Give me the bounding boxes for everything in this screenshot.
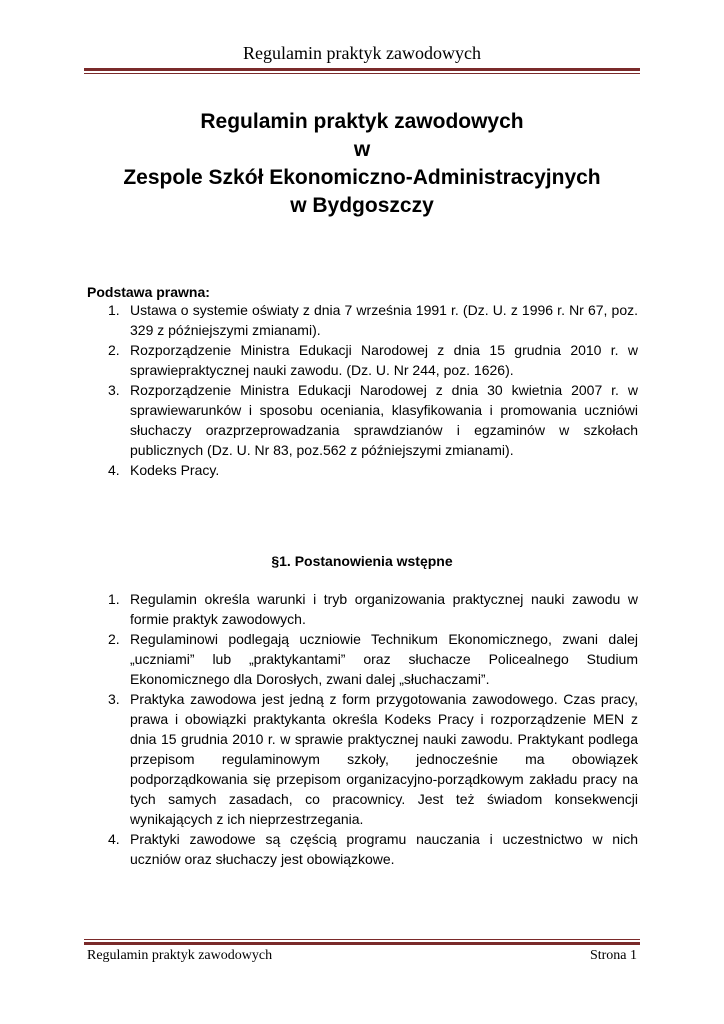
list-item xyxy=(108,829,638,869)
list-item-number: 2. xyxy=(108,631,120,647)
footer-rule-thick xyxy=(84,942,640,945)
list-item-number: 3. xyxy=(108,382,120,398)
legal-basis-label: Podstawa prawna: xyxy=(87,284,210,300)
title-line-4: w Bydgoszczy xyxy=(290,194,434,217)
title-line-1: Regulamin praktyk zawodowych xyxy=(200,110,524,133)
list-item-text: Kodeks Pracy. xyxy=(130,462,220,478)
list-item-text: Regulamin określa warunki i tryb organizowania praktycznej nauki zawodu w formie praktyk zawodowych. xyxy=(130,591,638,627)
list-item-number: 1. xyxy=(108,302,120,318)
list-item xyxy=(108,380,638,460)
title-line-3: Zespole Szkół Ekonomiczno-Administracyjnych xyxy=(123,166,601,189)
title-line-2: w xyxy=(353,138,371,161)
list-item xyxy=(108,589,638,629)
header-rule-thick xyxy=(84,68,640,71)
running-header-title: Regulamin praktyk zawodowych xyxy=(243,43,481,63)
list-item-text: Praktyka zawodowa jest jedną z form przygotowania zawodowego. Czas pracy, prawa i obowiązki praktykanta określa Kodeks Pracy i rozporządzenie MEN z dnia 15 grudnia 2010 r. w sprawie praktycznej nauki zawodu. Praktykant podlega przepisom regulaminowym szkoły, jednocześnie ma obowiązek podporządkowania się przepisom organizacyjno-porządkowym zakładu pracy na tych samych zasadach, co pracownicy. Jest też świadom konsekwencji wynikających z ich nieprzestrzegania. xyxy=(130,691,638,827)
list-item-number: 4. xyxy=(108,462,120,478)
list-item-text: Regulaminowi podlegają uczniowie Technikum Ekonomicznego, zwani dalej „uczniami” lub „praktykantami” oraz słuchacze Policealnego Studium Ekonomicznego dla Dorosłych, zwani dalej „słuchaczami”. xyxy=(130,631,638,687)
list-item xyxy=(108,629,638,689)
list-item xyxy=(108,460,638,480)
footer-rule-thin xyxy=(84,939,640,940)
list-item-number: 2. xyxy=(108,342,120,358)
list-item-text: Rozporządzenie Ministra Edukacji Narodowej z dnia 15 grudnia 2010 r. w sprawiepraktycznej nauki zawodu. (Dz. U. Nr 244, poz. 1626). xyxy=(130,342,638,378)
list-item-text: Rozporządzenie Ministra Edukacji Narodowej z dnia 30 kwietnia 2007 r. w sprawiewarunków i sposobu oceniania, klasyfikowania i promowania uczniówi słuchaczy orazprzeprowadzania sprawdzianów i egzaminów w szkołach publicznych (Dz. U. Nr 83, poz.562 z późniejszymi zmianami). xyxy=(130,382,638,458)
section-1-list xyxy=(108,589,638,869)
list-item-number: 1. xyxy=(108,591,120,607)
list-item-number: 3. xyxy=(108,691,120,707)
list-item xyxy=(108,689,638,829)
list-item-number: 4. xyxy=(108,831,120,847)
footer-title: Regulamin praktyk zawodowych xyxy=(87,948,273,963)
list-item xyxy=(108,340,638,380)
legal-basis-list xyxy=(108,300,638,480)
list-item xyxy=(108,300,638,340)
document-title xyxy=(84,108,640,220)
header-rule-thin xyxy=(84,73,640,74)
footer-page-number: Strona 1 xyxy=(589,948,637,963)
list-item-text: Ustawa o systemie oświaty z dnia 7 września 1991 r. (Dz. U. z 1996 r. Nr 67, poz. 329 z późniejszymi zmianami). xyxy=(130,302,638,338)
list-item-text: Praktyki zawodowe są częścią programu nauczania i uczestnictwo w nich uczniów oraz słuchaczy jest obowiązkowe. xyxy=(130,831,638,867)
section-1-heading: §1. Postanowienia wstępne xyxy=(271,553,453,569)
